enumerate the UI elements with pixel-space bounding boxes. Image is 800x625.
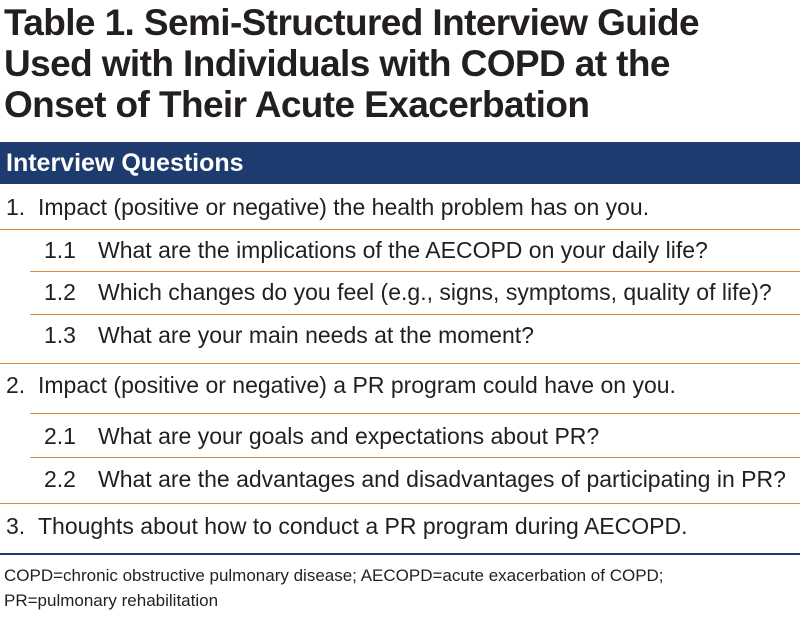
question-text: What are the implications of the AECOPD on your daily life? (98, 237, 708, 263)
question-number: 1.2 (44, 279, 76, 305)
question-number: 2.2 (44, 466, 76, 492)
row-divider (0, 363, 800, 364)
question-text: Which changes do you feel (e.g., signs, symptoms, quality of life)? (98, 279, 772, 305)
question-text: What are your goals and expectations about PR? (98, 423, 600, 449)
table-row (0, 316, 800, 354)
question-number: 1.3 (44, 322, 76, 348)
question-text: What are the advantages and disadvantages of participating in PR? (98, 466, 786, 492)
table-header (0, 142, 800, 184)
table-row (0, 417, 800, 455)
footnote-line: PR=pulmonary rehabilitation (4, 591, 219, 610)
question-text: Thoughts about how to conduct a PR program during AECOPD. (38, 513, 688, 539)
row-divider (0, 503, 800, 504)
question-number: 2. (6, 372, 26, 398)
table-row (0, 507, 800, 545)
row-divider (30, 413, 800, 414)
row-divider (0, 229, 800, 230)
table-footnote (4, 563, 800, 613)
question-number: 1.1 (44, 237, 76, 263)
question-text: Impact (positive or negative) the health problem has on you. (38, 194, 650, 220)
table-title (4, 2, 796, 125)
row-divider (30, 457, 800, 458)
title-line: Onset of Their Acute Exacerbation (4, 84, 590, 125)
title-line: Used with Individuals with COPD at the (4, 43, 670, 84)
table-row (0, 231, 800, 269)
question-number: 1. (6, 194, 26, 220)
table-header-label: Interview Questions (6, 149, 244, 177)
table-row (0, 366, 800, 404)
question-text: What are your main needs at the moment? (98, 322, 534, 348)
question-number: 2.1 (44, 423, 76, 449)
question-number: 3. (6, 513, 26, 539)
title-line: Table 1. Semi-Structured Interview Guide (4, 2, 699, 43)
table-row (0, 188, 800, 226)
table-row (0, 273, 800, 311)
question-text: Impact (positive or negative) a PR program could have on you. (38, 372, 676, 398)
table-bottom-rule (0, 553, 800, 555)
table-row (0, 460, 800, 498)
row-divider (30, 314, 800, 315)
row-divider (30, 271, 800, 272)
footnote-line: COPD=chronic obstructive pulmonary disease; AECOPD=acute exacerbation of COPD; (4, 566, 664, 585)
